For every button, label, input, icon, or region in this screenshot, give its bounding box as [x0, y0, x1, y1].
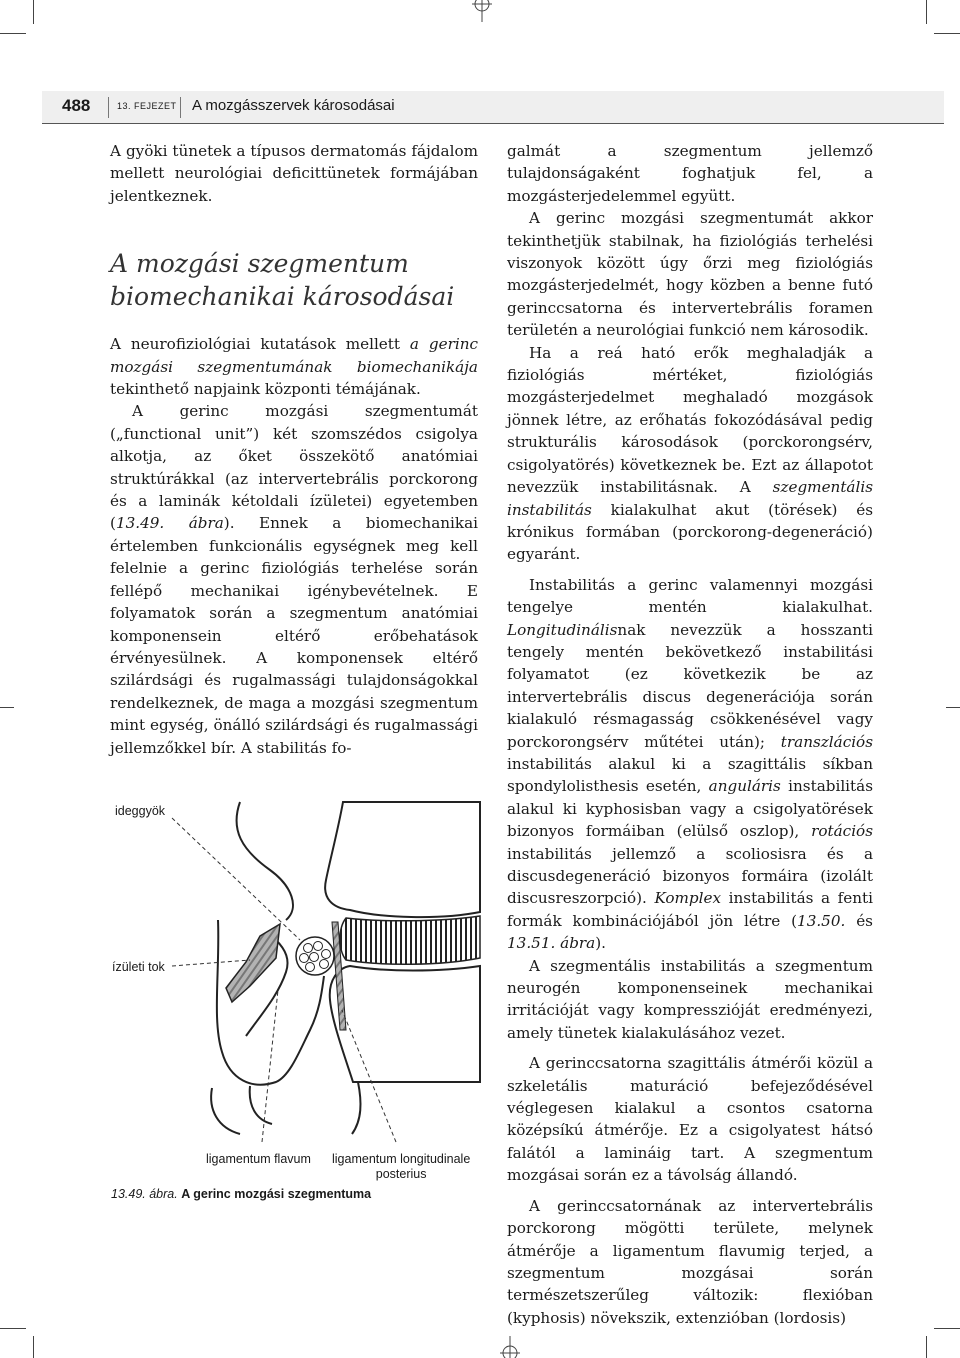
- paragraph: galmát a szegmentum jellemző tulajdonságaként foghatjuk fel, a mozgásterjedelemmel együtt.: [507, 142, 873, 205]
- section-heading: [110, 247, 478, 313]
- left-column: [110, 140, 478, 759]
- text-run: Ha a reá ható erők meghaladják a fiziológiás mértéket, fiziológiás mozgásterjedelmet meghaladó mozgások jönnek létre, az erőhatás fokozódásával pedig strukturális károsodások (porckorongsérv, csigolyatörés) következnek be. Ezt az állapotot nevezzük instabilitásnak. A: [507, 343, 873, 497]
- paragraph: [507, 574, 873, 955]
- crop-mark: [934, 1328, 960, 1329]
- header-separator: [108, 97, 109, 118]
- text-run: és: [845, 911, 873, 930]
- label-ideggyok: ideggyök: [115, 804, 166, 818]
- italic-run: transzlációs: [780, 732, 873, 751]
- crop-mark: [926, 0, 927, 24]
- text-run: tekinthető napjaink központi témájának.: [110, 380, 421, 399]
- text-run: ). Ennek a biomechanikai értelemben funkcionális egységnek meg kell felelnie a gerinc fiziológiás terhelése során fellépő mechanikai igénybevételnek. E folyamatok során a szegmentum anatómiai komponensein eltérő erőbehatások érvényesülnek. A komponensek eltérő szilárdsági és rugalmassági tulajdonságokkal rendelkeznek, de maga a mozgási szegmentum mint egység, önálló szilárdsági és rugalmassági jellemzőkkel bír. A stabilitás fo-: [110, 514, 478, 757]
- text-run: A neurofiziológiai kutatások mellett: [110, 335, 410, 354]
- page-number: 488: [62, 96, 91, 115]
- crop-mark: [0, 707, 14, 708]
- figure-13-49: [100, 790, 510, 1190]
- registration-mark-top: [470, 0, 494, 22]
- paragraph: A gerinccsatornának az intervertebrális porckorong mögötti területe, melynek átmérője a ligamentum flavumig terjed, a szegmentum mozgásai során természetszerűleg változik: flexióban (kyphosis) növekszik, extenzióban (lordosis): [507, 1196, 873, 1327]
- paragraph: A szegmentális instabilitás a szegmentum neurogén komponenseinek mechanikai irritációját vagy kompresszióját eredményezi, amely tünetek kialakulásához vezet.: [507, 956, 873, 1042]
- spine-segment-illustration: [100, 790, 510, 1190]
- figure-reference: 13.50.: [797, 911, 846, 930]
- caption-text: A gerinc mozgási szegmentuma: [181, 1187, 372, 1201]
- label-ligamentum-longitudinale: [332, 1152, 470, 1182]
- text-run: instabilitás a fenti formák kombinációjából jön létre (: [507, 889, 873, 930]
- label-line: ligamentum longitudinale: [332, 1152, 471, 1166]
- label-line: posterius: [375, 1167, 427, 1181]
- chapter-title: A mozgásszervek károsodásai: [192, 97, 395, 114]
- paragraph: [110, 400, 478, 759]
- text-run: ).: [595, 934, 606, 953]
- paragraph: A gerinc mozgási szegmentumát akkor tekinthetjük stabilnak, ha fiziológiás terhelési viszonyok között úgy őrzi meg fiziológiás mozgásterjedelmét, hogy közben a benne futó gerinccsatorna és intervertebrális foramen területén a neurológiai funkció nem károsodik.: [507, 209, 873, 340]
- right-column: [507, 140, 873, 1329]
- paragraph: [110, 333, 478, 400]
- paragraph: A gyöki tünetek a típusos dermatomás fájdalom mellett neurológiai deficittünetek formájában jelentkeznek.: [110, 142, 478, 205]
- registration-mark-bottom: [498, 1336, 522, 1358]
- label-izuleti-tok: ízületi tok: [112, 960, 165, 974]
- italic-run: anguláris: [708, 777, 781, 796]
- text-run: Instabilitás a gerinc valamennyi mozgási tengelye mentén kialakulhat.: [507, 575, 873, 617]
- italic-run: a gerinc mozgási szegmentumának biomechanikája: [110, 335, 478, 376]
- italic-run: rotációs: [811, 822, 873, 841]
- text-run: kialakulhat akut (törések) és krónikus formában (porckorong-degeneráció) egyaránt.: [507, 500, 873, 564]
- figure-reference: 13.49. ábra: [115, 514, 224, 533]
- crop-mark: [926, 1336, 927, 1358]
- header-separator: [180, 97, 181, 118]
- section-heading-line: biomechanikai károsodásai: [110, 282, 455, 312]
- figure-caption: [111, 1187, 371, 1201]
- figure-reference: 13.51. ábra: [507, 934, 596, 953]
- italic-run: Komplex: [654, 889, 722, 908]
- crop-mark: [946, 707, 960, 708]
- paragraph: [507, 342, 873, 566]
- paragraph: A gerinccsatorna szagittális átmérői közül a szkeletális maturáció befejeződésével véglegesen kialakul a csontos csatorna középsíkú átmérője. Ez a csigolyatest hátsó falától a lamináig tart. A szegmentum mozgásai során ez a távolság állandó.: [507, 1054, 873, 1185]
- label-ligamentum-flavum: ligamentum flavum: [206, 1152, 311, 1166]
- italic-run: szegmentális instabilitás: [507, 478, 873, 519]
- text-run: A gerinc mozgási szegmentumát („functional unit”) két szomszédos csigolya alkotja, az őket összekötő anatómiai struktúrákkal (az intervertebrális porckorong és a laminák kétoldali ízületei) egyetemben (: [110, 402, 478, 533]
- text-run: instabilitás jellemző a scoliosisra és a discusdegeneráció bizonyos formáira (izolált discusreszorpció).: [507, 844, 873, 908]
- italic-run: Longitudinális: [507, 620, 618, 639]
- crop-mark: [33, 0, 34, 24]
- text-run: instabilitás alakul ki a szagittális síkban spondylolisthesis esetén,: [507, 754, 873, 796]
- chapter-label: 13. FEJEZET: [117, 101, 177, 111]
- crop-mark: [0, 33, 26, 34]
- crop-mark: [0, 1328, 26, 1329]
- caption-number: 13.49. ábra.: [111, 1187, 178, 1201]
- crop-mark: [934, 33, 960, 34]
- header-rule: [42, 123, 944, 124]
- text-run: instabilitás alakul ki kyphosisban vagy a csigolyatörések bizonyos formáiban (elülső oszlop),: [507, 777, 873, 841]
- crop-mark: [33, 1336, 34, 1358]
- section-heading-line: A mozgási szegmentum: [110, 249, 409, 279]
- text-run: nak nevezzük a hosszanti tengely mentén bekövetkező instabilitási folyamatot (ez következik be az intervertebrális discus degenerációja során kialakuló résmagasság csökkenésével vagy porckorongsérv műtétei után);: [507, 620, 873, 751]
- running-header: [42, 91, 944, 123]
